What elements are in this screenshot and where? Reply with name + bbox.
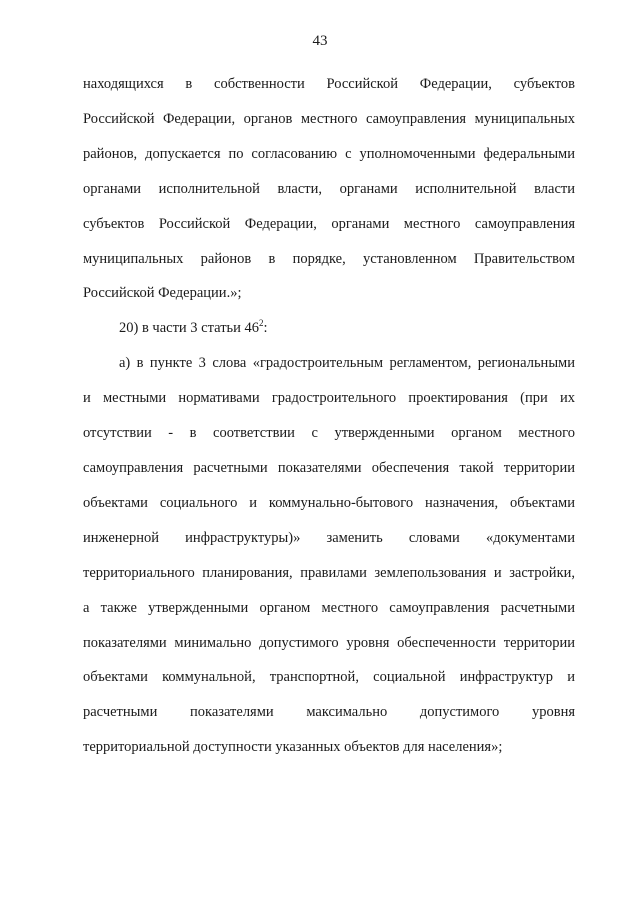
document-body bbox=[83, 67, 575, 765]
text-line: Российской Федерации, органов местного самоуправления муниципальных bbox=[83, 110, 575, 127]
item-20-suffix: : bbox=[263, 320, 268, 337]
paragraph-subitem-a bbox=[83, 346, 575, 765]
paragraph-item-20 bbox=[83, 311, 575, 346]
text-line: а) в пункте 3 слова «градостроительным регламентом, региональными bbox=[119, 355, 575, 372]
text-line bbox=[83, 311, 575, 346]
text-line: объектами социального и коммунально-бытового назначения, объектами bbox=[83, 494, 575, 511]
text-line: отсутствии - в соответствии с утвержденными органом местного bbox=[83, 425, 575, 442]
text-line: Российской Федерации.»; bbox=[83, 285, 242, 302]
text-line: самоуправления расчетными показателями обеспечения такой территории bbox=[83, 459, 575, 476]
page-number: 43 bbox=[312, 33, 328, 49]
superscript: 2 bbox=[259, 318, 264, 329]
text-line: территориального планирования, правилами землепользования и застройки, bbox=[83, 564, 575, 581]
text-line: органами исполнительной власти, органами исполнительной власти bbox=[83, 180, 575, 197]
text-line: субъектов Российской Федерации, органами местного самоуправления bbox=[83, 215, 575, 232]
text-line: районов, допускается по согласованию с уполномоченными федеральными bbox=[83, 145, 575, 162]
text-line: и местными нормативами градостроительного проектирования (при их bbox=[83, 390, 575, 407]
text-line: расчетными показателями максимально допустимого уровня bbox=[83, 704, 575, 721]
text-line: муниципальных районов в порядке, установленном Правительством bbox=[83, 250, 575, 267]
item-20-text: 20) в части 3 статьи 46 bbox=[119, 320, 260, 337]
text-line: а также утвержденными органом местного самоуправления расчетными bbox=[83, 599, 575, 616]
text-line: объектами коммунальной, транспортной, социальной инфраструктур и bbox=[83, 669, 575, 686]
text-line: инженерной инфраструктуры)» заменить словами «документами bbox=[83, 529, 575, 546]
text-line: находящихся в собственности Российской Федерации, субъектов bbox=[83, 76, 575, 92]
text-line: территориальной доступности указанных объектов для населения»; bbox=[83, 739, 503, 756]
paragraph-continuation bbox=[83, 67, 575, 311]
text-line: показателями минимально допустимого уровня обеспеченности территории bbox=[83, 634, 575, 651]
